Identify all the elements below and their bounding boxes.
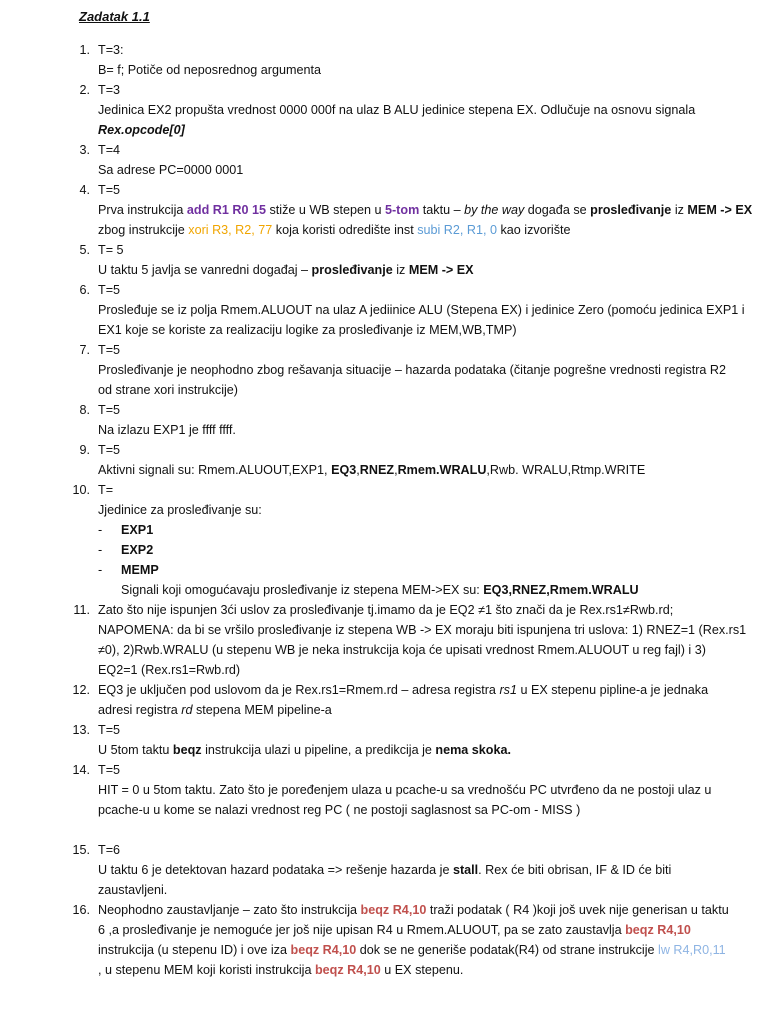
text-run: taktu – <box>419 203 465 217</box>
text-run-bold: MEM -> EX <box>687 203 753 217</box>
item-number: 6. <box>79 283 90 297</box>
text-run: U taktu 5 javlja se vanredni događaj – <box>98 263 312 277</box>
signal-eq3: EQ3 <box>331 463 357 477</box>
item-line: EX1 koje se koriste za realizaciju logike za prosleđivanje iz MEM,WB,TMP) <box>98 323 517 337</box>
text-run: koja koristi odredište inst <box>272 223 418 237</box>
bullet-item: MEMP <box>121 563 159 577</box>
text-run: zbog instrukcije <box>98 223 189 237</box>
text-run: instrukcija ulazi u pipeline, a predikcija je <box>201 743 436 757</box>
item-line <box>98 960 748 980</box>
signal-rmem-wralu: Rmem.WRALU <box>397 463 487 477</box>
item-line: T=3: <box>98 43 124 57</box>
item-number: 2. <box>79 83 90 97</box>
instruction-add: add R1 R0 15 <box>186 203 266 217</box>
text-run: Aktivni signali su: Rmem.ALUOUT,EXP1, <box>98 463 332 477</box>
item-number: 11. <box>73 603 90 617</box>
text-run: instrukcija (u stepenu ID) i ove iza <box>98 943 291 957</box>
item-line <box>98 860 748 880</box>
item-line <box>98 220 748 240</box>
item-number: 9. <box>79 443 90 457</box>
instruction-beqz: beqz R4,10 <box>360 903 427 917</box>
text-run-italic: rd <box>181 703 193 717</box>
text-run-bold: stall <box>452 863 479 877</box>
item-number: 7. <box>79 343 90 357</box>
item-line: T=5 <box>98 443 121 457</box>
item-line: Prosleđivanje je neophodno zbog rešavanja situacije – hazarda podataka (čitanje pogrešne vrednosti registra R2 <box>98 363 726 377</box>
page-title: Zadatak 1.1 <box>79 9 150 24</box>
item-line: T=4 <box>98 143 121 157</box>
instruction-lw: lw R4,R0,11 <box>658 943 726 957</box>
text-run: U 5tom taktu <box>98 743 173 757</box>
item-line <box>98 460 748 480</box>
item-line: T=5 <box>98 343 121 357</box>
text-run: Neophodno zaustavljanje – zato što instrukcija <box>98 903 361 917</box>
item-line: ≠0), 2)Rwb.WRALU (u stepenu WB je neka instrukcija koja će upisati vrednost Rmem.ALUOUT u reg fajl) i 3) <box>98 643 706 657</box>
instruction-beqz: beqz R4,10 <box>290 943 357 957</box>
item-line <box>98 900 748 920</box>
bullet-item: EXP2 <box>121 543 154 557</box>
text-run: stepena MEM pipeline-a <box>192 703 332 717</box>
text-run: ,Rwb. WRALU,Rtmp.WRITE <box>486 463 646 477</box>
bullet-dash: - <box>98 523 103 537</box>
instruction-beqz: beqz R4,10 <box>314 963 381 977</box>
text-run-bold: EQ3,RNEZ,Rmem.WRALU <box>483 583 639 597</box>
signal-rnez: RNEZ <box>359 463 395 477</box>
item-line: T=6 <box>98 843 121 857</box>
text-run: događa se <box>524 203 591 217</box>
item-line <box>98 940 748 960</box>
text-run: stiže u WB stepen u <box>265 203 385 217</box>
text-run: , <box>394 463 398 477</box>
item-number: 8. <box>79 403 90 417</box>
text-run: U taktu 6 je detektovan hazard podataka => rešenje hazarda je <box>98 863 453 877</box>
text-run: 6 ,a prosleđivanje je nemoguće jer još nije upisan R4 u Rmem.ALUOUT, pa se zato zaustavlja <box>98 923 626 937</box>
text-run: . Rex će biti obrisan, IF & ID će biti <box>478 863 672 877</box>
text-run: , u stepenu MEM koji koristi instrukcija <box>98 963 315 977</box>
text-run: traži podatak ( R4 )koji još uvek nije generisan u taktu <box>426 903 729 917</box>
item-number: 4. <box>79 183 90 197</box>
text-run: u EX stepenu. <box>380 963 464 977</box>
text-run: u EX stepenu pipline-a je jednaka <box>516 683 709 697</box>
text-run: Signali koji omogućavaju prosleđivanje iz stepena MEM->EX su: <box>121 583 484 597</box>
item-line: T=5 <box>98 763 121 777</box>
item-line: Prosleđuje se iz polja Rmem.ALUOUT na ulaz A jediinice ALU (Stepena EX) i jedinice Zero (pomoću jedinica EXP1 i <box>98 303 745 317</box>
item-line: T=3 <box>98 83 121 97</box>
item-line: B= f; Potiče od neposrednog argumenta <box>98 63 321 77</box>
text-run-bold: MEM -> EX <box>408 263 474 277</box>
text-run-italic: by the way <box>464 203 525 217</box>
item-number: 12. <box>72 683 90 697</box>
item-line: Jjedinice za prosleđivanje su: <box>98 503 262 517</box>
item-line: T=5 <box>98 183 121 197</box>
text-run: Prva instrukcija <box>98 203 187 217</box>
instruction-subi: subi R2, R1, 0 <box>417 223 497 237</box>
item-line: Jedinica EX2 propušta vrednost 0000 000f na ulaz B ALU jedinice stepena EX. Odlučuje na osnovu signala <box>98 103 696 117</box>
item-number: 13. <box>72 723 90 737</box>
text-run: EQ3 je uključen pod uslovom da je Rex.rs1=Rmem.rd – adresa registra <box>98 683 500 697</box>
item-number: 14. <box>72 763 90 777</box>
item-line <box>98 260 748 280</box>
item-number: 5. <box>79 243 90 257</box>
text-run-bold: nema skoka. <box>435 743 512 757</box>
item-line <box>121 580 639 600</box>
bullet-dash: - <box>98 543 103 557</box>
item-line: pcache-u u kome se nalazi vrednost reg PC ( ne postoji saglasnost sa PC-om - MISS ) <box>98 803 581 817</box>
item-line: od strane xori instrukcije) <box>98 383 238 397</box>
item-number: 3. <box>79 143 90 157</box>
item-number: 1. <box>79 43 90 57</box>
item-line: T= 5 <box>98 243 124 257</box>
text-run-bold: prosleđivanje <box>590 203 672 217</box>
text-run-italic: rs1 <box>499 683 517 697</box>
item-line <box>98 740 748 760</box>
instruction-beqz: beqz R4,10 <box>625 923 691 937</box>
item-number: 10. <box>72 483 90 497</box>
text-run: kao izvorište <box>497 223 571 237</box>
item-line: HIT = 0 u 5tom taktu. Zato što je poređenjem ulaza u pcache-u sa vrednošću PC utvrđeno da ne postoji ulaz u <box>98 783 712 797</box>
item-line <box>98 920 748 940</box>
text-run-highlight: 5-tom <box>384 203 420 217</box>
item-line: T= <box>98 483 114 497</box>
item-number: 15. <box>72 843 90 857</box>
item-line: Na izlazu EXP1 je ffff ffff. <box>98 423 236 437</box>
bullet-dash: - <box>98 563 103 577</box>
item-line <box>98 200 753 220</box>
item-line <box>98 680 748 700</box>
item-line: EQ2=1 (Rex.rs1=Rwb.rd) <box>98 663 241 677</box>
text-run: , <box>356 463 360 477</box>
text-run-bold: beqz <box>172 743 202 757</box>
text-run: adresi registra <box>98 703 182 717</box>
item-line: Zato što nije ispunjen 3ći uslov za prosleđivanje tj.imamo da je EQ2 ≠1 što znači da je Rex.rs1≠Rwb.rd; <box>98 603 674 617</box>
item-line: T=5 <box>98 723 121 737</box>
item-line: T=5 <box>98 283 121 297</box>
item-line: Rex.opcode[0] <box>98 123 185 137</box>
text-run: iz <box>671 203 688 217</box>
item-line: zaustavljeni. <box>98 883 168 897</box>
item-line: T=5 <box>98 403 121 417</box>
text-run-bold: prosleđivanje <box>311 263 393 277</box>
item-line: Sa adrese PC=0000 0001 <box>98 163 244 177</box>
item-number: 16. <box>72 903 90 917</box>
item-line <box>98 700 748 720</box>
instruction-xori: xori R3, R2, 77 <box>188 223 273 237</box>
text-run: dok se ne generiše podatak(R4) od strane instrukcije <box>356 943 659 957</box>
item-line: NAPOMENA: da bi se vršilo prosleđivanje iz stepena WB -> EX moraju biti ispunjena tri uslova: 1) RNEZ=1 (Rex.rs1 <box>98 623 747 637</box>
text-run: iz <box>392 263 409 277</box>
bullet-item: EXP1 <box>121 523 154 537</box>
